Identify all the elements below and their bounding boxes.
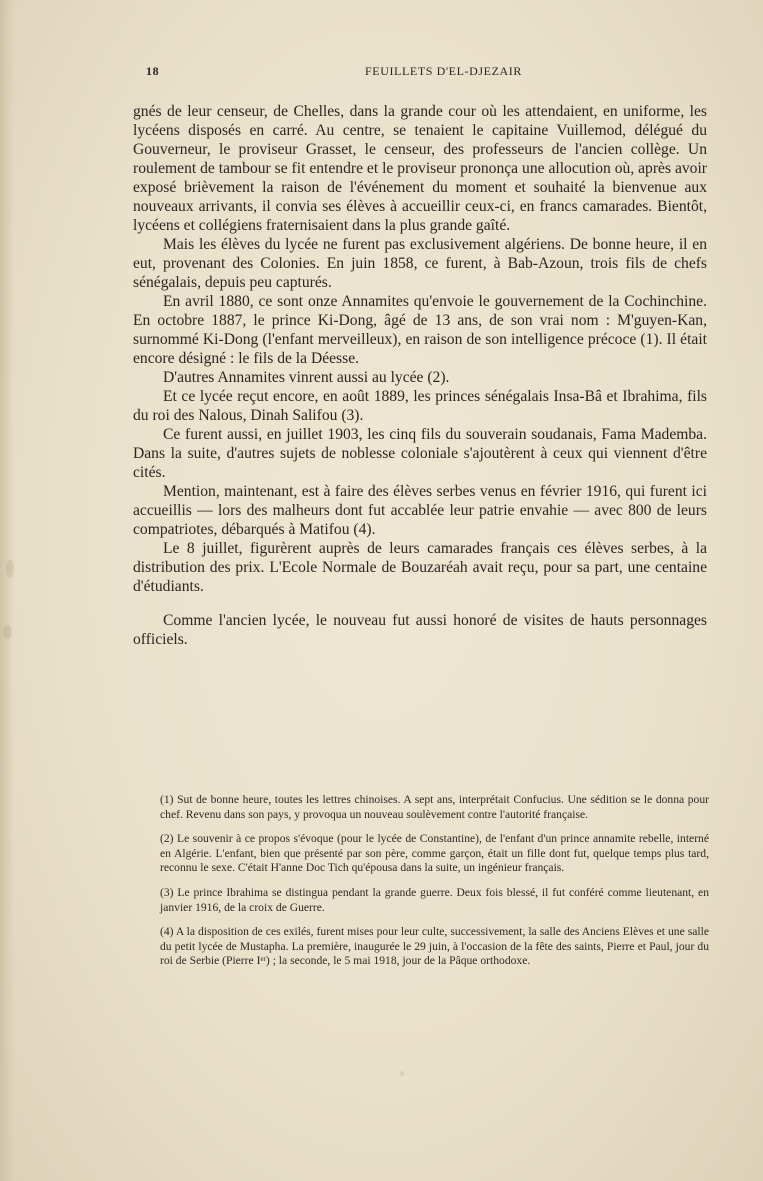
- paragraph: Comme l'ancien lycée, le nouveau fut aussi honoré de visites de hauts personnages officiels.: [133, 612, 707, 648]
- footnote: (3) Le prince Ibrahima se distingua pendant la grande guerre. Deux fois blessé, il fut conféré comme lieutenant, en janvier 1916, de la croix de Guerre.: [160, 885, 709, 914]
- paragraph: Mention, maintenant, est à faire des élèves serbes venus en février 1916, qui furent ici accueillis — lors des malheurs dont fut accablée leur patrie envahie — avec 800 de leurs compatriotes, débarqués à Matifou (4).: [133, 483, 707, 538]
- running-title: FEUILLETS D'EL-DJEZAIR: [364, 64, 522, 78]
- main-text: [133, 102, 707, 649]
- paragraph: Le 8 juillet, figurèrent auprès de leurs camarades français ces élèves serbes, à la distribution des prix. L'Ecole Normale de Bouzaréah avait reçu, pour sa part, une centaine d'étudiants.: [133, 540, 707, 595]
- paper-stain: [3, 625, 12, 639]
- page-edge-shadow: [0, 0, 14, 1181]
- paper-stain: [6, 560, 14, 578]
- footnotes: [160, 793, 709, 979]
- footnote: (4) A la disposition de ces exilés, furent mises pour leur culte, successivement, la salle des Anciens Elèves et une salle du petit lycée de Mustapha. La première, inaugurée le 29 juin, à l'occasion de la fête des saints, Pierre et Paul, jour du roi de Serbie (Pierre Iᵉʳ) ; la seconde, le 5 mai 1918, jour de la Pâque orthodoxe.: [160, 925, 709, 968]
- paper-stain: [400, 1071, 404, 1076]
- paragraph: En avril 1880, ce sont onze Annamites qu'envoie le gouvernement de la Cochinchine. En octobre 1887, le prince Ki-Dong, âgé de 13 ans, de son vrai nom : M'guyen-Kan, surnommé Ki-Dong (l'enfant merveilleux), en raison de son intelligence précoce (1). Il était encore désigné : le fils de la Déesse.: [133, 293, 707, 367]
- page-number: 18: [146, 64, 160, 78]
- paragraph: Et ce lycée reçut encore, en août 1889, les princes sénégalais Insa-Bâ et Ibrahima, fils du roi des Nalous, Dinah Salifou (3).: [133, 388, 707, 424]
- footnote: (1) Sut de bonne heure, toutes les lettres chinoises. A sept ans, interprétait Confucius. Une sédition se le donna pour chef. Revenu dans son pays, y provoqua un nouveau soulèvement contre l'autorité française.: [160, 793, 709, 821]
- paragraph: Ce furent aussi, en juillet 1903, les cinq fils du souverain soudanais, Fama Mademba. Dans la suite, d'autres sujets de noblesse coloniale s'ajoutèrent à ceux qui viennent d'être cités.: [133, 426, 707, 481]
- paragraph: D'autres Annamites vinrent aussi au lycée (2).: [163, 369, 450, 386]
- page-header: [146, 64, 711, 84]
- paragraph: gnés de leur censeur, de Chelles, dans la grande cour où les attendaient, en uniforme, les lycéens disposés en carré. Au centre, se tenaient le capitaine Vuillemod, délégué du Gouverneur, le proviseur Grasset, le censeur, des professeurs de l'ancien collège. Un roulement de tambour se fit entendre et le proviseur prononça une allocution où, après avoir exposé brièvement la raison de l'événement du moment et souhaité la bienvenue aux nouveaux arrivants, il convia ses élèves à accueillir ceux-ci, en francs camarades. Bientôt, lycéens et collégiens fraternisaient dans la plus grande gaîté.: [133, 103, 707, 234]
- paragraph: Mais les élèves du lycée ne furent pas exclusivement algériens. De bonne heure, il en eut, provenant des Colonies. En juin 1858, ce furent, à Bab-Azoun, trois fils de chefs sénégalais, depuis peu capturés.: [133, 236, 707, 291]
- footnote: (2) Le souvenir à ce propos s'évoque (pour le lycée de Constantine), de l'enfant d'un prince annamite rebelle, interné en Algérie. L'enfant, bien que présenté par son père, comme garçon, était un fille dont fut, quelque temps plus tard, reconnu le sexe. C'était H'anne Doc Tich qu'épousa dans la suite, un ingénieur français.: [160, 832, 709, 875]
